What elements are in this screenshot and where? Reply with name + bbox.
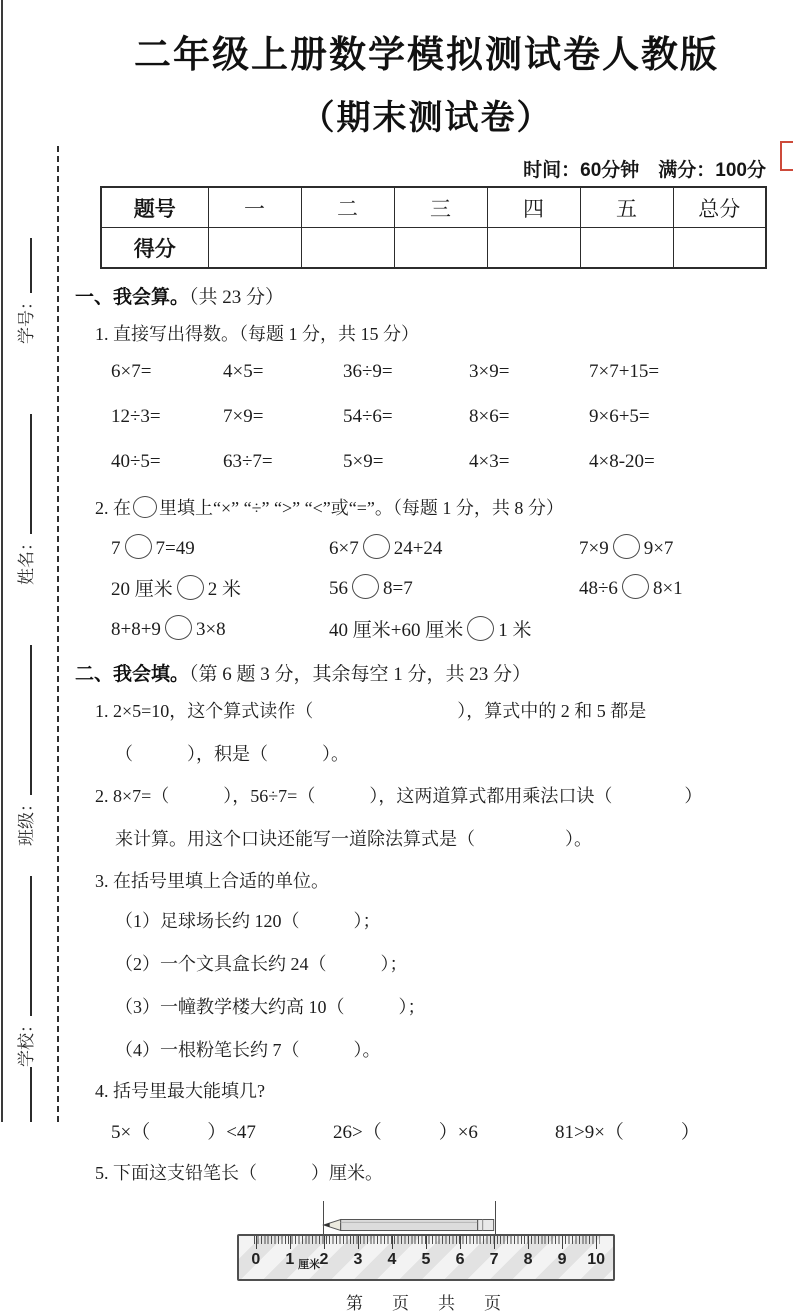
total-score-header: 总分 (673, 187, 766, 228)
max-fill-item: 81>9×（ ） (555, 1122, 700, 1143)
cm-tick (460, 1236, 461, 1249)
pencil-ruler-figure (237, 1201, 615, 1281)
fill-q3-item-2: （2）一个文具盒长约 24（ ）； (115, 954, 408, 974)
section-1-heading (75, 282, 778, 309)
calc-item: 63÷7= (223, 451, 273, 472)
compare-row-3 (111, 615, 778, 642)
pencil-graphic (323, 1218, 495, 1232)
cm-tick (494, 1236, 495, 1249)
calc-item: 9×6+5= (589, 406, 650, 427)
answer-circle-icon (467, 616, 494, 641)
col-header-2: 二 (301, 187, 394, 228)
score-cell (301, 228, 394, 269)
ruler-number: 0 (251, 1251, 261, 1268)
ruler-number: 1 (285, 1251, 295, 1268)
student-id-label: 学号： (17, 293, 36, 344)
answer-circle-icon (177, 575, 204, 600)
compare-item: 7×9 9×7 (579, 534, 778, 560)
cm-tick (392, 1236, 393, 1249)
section-2-points: （第 6 题 3 分，其余每空 1 分，共 23 分） (189, 664, 532, 685)
fill-q4-items (111, 1117, 778, 1144)
paper-subtitle: （期末测试卷） (300, 99, 553, 137)
school-label: 学校： (17, 1016, 36, 1067)
ruler-number: 9 (557, 1251, 567, 1268)
ruler-number: 8 (523, 1251, 533, 1268)
cm-tick (256, 1236, 257, 1249)
compare-item: 56 8=7 (329, 574, 579, 601)
ruler-number: 6 (455, 1251, 465, 1268)
millimeter-ticks (254, 1236, 600, 1244)
paper-title: 二年级上册数学模拟测试卷人教版 (134, 34, 719, 75)
ruler-number: 7 (489, 1251, 499, 1268)
compare-item: 8+8+9 3×8 (111, 615, 329, 642)
score-cell (394, 228, 487, 269)
cm-tick (358, 1236, 359, 1249)
class-blank-line (8, 645, 32, 795)
calc-item: 7×9= (223, 406, 264, 427)
school-blank-line (8, 876, 32, 1016)
cm-tick (596, 1236, 597, 1249)
q2-label-suffix: 里填上“×” “÷” “>” “<”或“=”。（每题 1 分，共 8 分） (159, 498, 564, 518)
calc-item: 12÷3= (111, 406, 161, 427)
section-1-points: （共 23 分） (189, 287, 285, 308)
compare-item: 48÷6 8×1 (579, 574, 778, 601)
fill-q5-label: 5. 下面这支铅笔长（ ）厘米。 (95, 1163, 383, 1183)
answer-circle-icon (622, 574, 649, 599)
calc-item: 36÷9= (343, 361, 393, 382)
fill-q3-item-3: （3）一幢教学楼大约高 10（ ）； (115, 997, 426, 1017)
score-table (100, 186, 767, 269)
col-header-4: 四 (487, 187, 580, 228)
page-edge-line (1, 0, 3, 1122)
calc-item: 40÷5= (111, 451, 161, 472)
ruler-number: 10 (587, 1251, 606, 1268)
student-id-blank-line (8, 238, 32, 293)
time-score-info: 时间：60分钟 满分：100分 (523, 160, 766, 181)
section-1-title: 一、我会算。 (75, 287, 190, 308)
answer-circle-icon (352, 574, 379, 599)
cm-tick (426, 1236, 427, 1249)
fill-q1-line2: （ ），积是（ ）。 (115, 744, 349, 764)
ruler-unit-label: 厘米 (298, 1259, 321, 1271)
class-label: 班级： (17, 795, 36, 846)
fill-q3-item-1: （1）足球场长约 120（ ）； (115, 911, 381, 931)
calc-item: 6×7= (111, 361, 152, 382)
fill-q2-line2: 来计算。用这个口诀还能写一道除法算式是（ ）。 (115, 829, 592, 849)
name-label: 姓名： (17, 534, 36, 585)
fill-q3-label: 3. 在括号里填上合适的单位。 (95, 871, 329, 891)
calc-item: 54÷6= (343, 406, 393, 427)
red-marker (780, 141, 793, 171)
score-cell (487, 228, 580, 269)
cm-tick (324, 1236, 325, 1249)
score-cell (673, 228, 766, 269)
seal-column (6, 0, 52, 1122)
fill-q4-label: 4. 括号里最大能填几? (95, 1081, 265, 1101)
score-cell (580, 228, 673, 269)
q1-label: 1. 直接写出得数。（每题 1 分，共 15 分） (95, 324, 419, 344)
compare-item: 20 厘米 2 米 (111, 574, 329, 601)
calc-grid (111, 361, 778, 473)
seal-dashed-line (57, 146, 59, 1122)
calc-item: 4×5= (223, 361, 264, 382)
cm-tick (290, 1236, 291, 1249)
score-cell (208, 228, 301, 269)
name-blank-line (8, 414, 32, 534)
section-2-heading (75, 659, 778, 686)
fill-q2-line1: 2. 8×7=（ ），56÷7=（ ），这两道算式都用乘法口诀（ ） (95, 786, 703, 806)
compare-item: 7 7=49 (111, 534, 329, 560)
answer-circle-icon (133, 496, 157, 518)
question-number-header: 题号 (101, 187, 208, 228)
ruler-graphic (237, 1234, 615, 1281)
answer-circle-icon (125, 534, 152, 559)
max-fill-item: 5×（ ）<47 (111, 1122, 256, 1143)
page-footer: 第 页 共 页 (346, 1294, 507, 1313)
q2-label (95, 494, 778, 520)
ruler-number: 4 (387, 1251, 397, 1268)
max-fill-item: 26>（ ）×6 (333, 1122, 478, 1143)
calc-item: 8×6= (469, 406, 510, 427)
answer-circle-icon (613, 534, 640, 559)
col-header-5: 五 (580, 187, 673, 228)
ruler-number: 3 (353, 1251, 363, 1268)
section-2-title: 二、我会填。 (75, 664, 190, 685)
calc-item: 3×9= (469, 361, 510, 382)
answer-circle-icon (165, 615, 192, 640)
compare-row-2 (111, 574, 778, 601)
fill-q3-item-4: （4）一根粉笔长约 7（ ）。 (115, 1040, 381, 1060)
cm-tick (562, 1236, 563, 1249)
col-header-1: 一 (208, 187, 301, 228)
q2-label-prefix: 2. 在 (95, 498, 131, 518)
col-header-3: 三 (394, 187, 487, 228)
score-table-score-row (101, 228, 766, 269)
score-table-header-row (101, 187, 766, 228)
paper-content (75, 0, 778, 1314)
score-row-label: 得分 (101, 228, 208, 269)
compare-row-1 (111, 534, 778, 560)
ruler-number: 2 (319, 1251, 329, 1268)
calc-item: 7×7+15= (589, 361, 660, 382)
cm-tick (528, 1236, 529, 1249)
fill-q1-line1: 1. 2×5=10，这个算式读作（ ），算式中的 2 和 5 都是 (95, 701, 647, 721)
calc-item: 4×3= (469, 451, 510, 472)
compare-item: 40 厘米+60 厘米 1 米 (329, 615, 778, 642)
calc-item: 4×8-20= (589, 451, 655, 472)
calc-item: 5×9= (343, 451, 384, 472)
school-blank-line (8, 1067, 32, 1122)
answer-circle-icon (363, 534, 390, 559)
ruler-number: 5 (421, 1251, 431, 1268)
compare-item: 6×7 24+24 (329, 534, 579, 560)
